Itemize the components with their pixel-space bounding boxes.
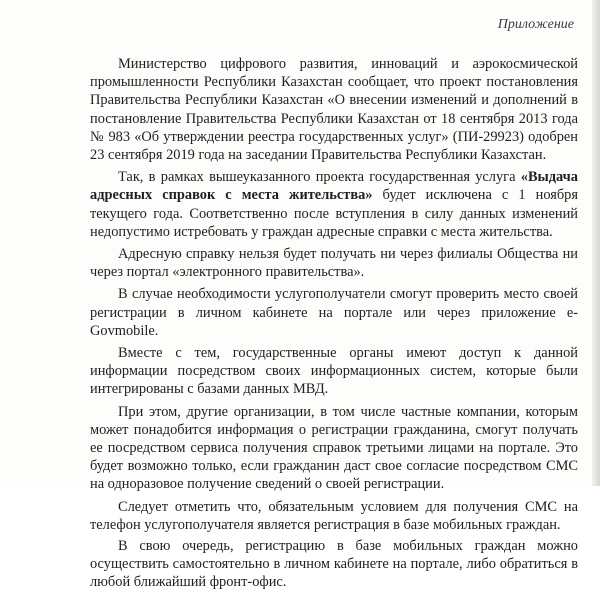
paragraph-third-parties: При этом, другие организации, в том числе частные компании, которым может понадобится информация о регистрации гражданина, смогут получать ее посредством сервиса получения справок третьими лицами на портале. Это будет возможно только, если гражданин даст свое согласие посредством СМС на одноразовое получение сведений о своей регистрации.: [90, 403, 578, 493]
paragraph-sms-condition: Следует отметить что, обязательным условием для получения СМС на телефон услугополучателя является регистрация в базе мобильных граждан.: [90, 498, 578, 533]
paragraph-mobile-registration: В свою очередь, регистрацию в базе мобильных граждан можно осуществить самостоятельно в личном кабинете на портале, либо обратиться в любой ближайший фронт-офис.: [90, 538, 578, 591]
paragraph-service-excluded-end: будет исключена с 1 ноября текущего года. Соответственно после вступления в силу данных изменений недопустимо истребовать у граждан адресные справки с места жительства.: [90, 187, 578, 240]
paragraph-service-excluded: [90, 168, 578, 241]
paragraph-check-registration: В случае необходимости услугополучатели смогут проверить место своей регистрации в личном кабинете на портале или через приложение e-Govmobile.: [90, 286, 578, 339]
paragraph-state-access: Вместе с тем, государственные органы имеют доступ к данной информации посредством своих информационных систем, которые были интегрированы с базами данных МВД.: [90, 345, 578, 398]
paragraph-announcement: Министерство цифрового развития, инноваций и аэрокосмической промышленности Республики Казахстан сообщает, что проект постановления Правительства Республики Казахстан «О внесении изменений и дополнений в постановление Правительства Республики Казахстан от 18 сентября 2013 года № 983 «Об утверждении реестра государственных услуг» (ПИ-29923) одобрен 23 сентября 2019 года на заседании Правительства Республики Казахстан.: [90, 56, 578, 164]
annex-label: Приложение: [497, 17, 574, 32]
paragraph-service-excluded-start: Так, в рамках вышеуказанного проекта государственная услуга: [118, 169, 521, 186]
paragraph-no-certificate: Адресную справку нельзя будет получать ни через филиалы Общества ни через портал «электронного правительства».: [90, 246, 578, 281]
letter-body: [90, 55, 578, 595]
service-name-bold: «Выдача адресных справок с места жительства»: [90, 169, 578, 204]
page-edge-shadow: [592, 0, 600, 486]
